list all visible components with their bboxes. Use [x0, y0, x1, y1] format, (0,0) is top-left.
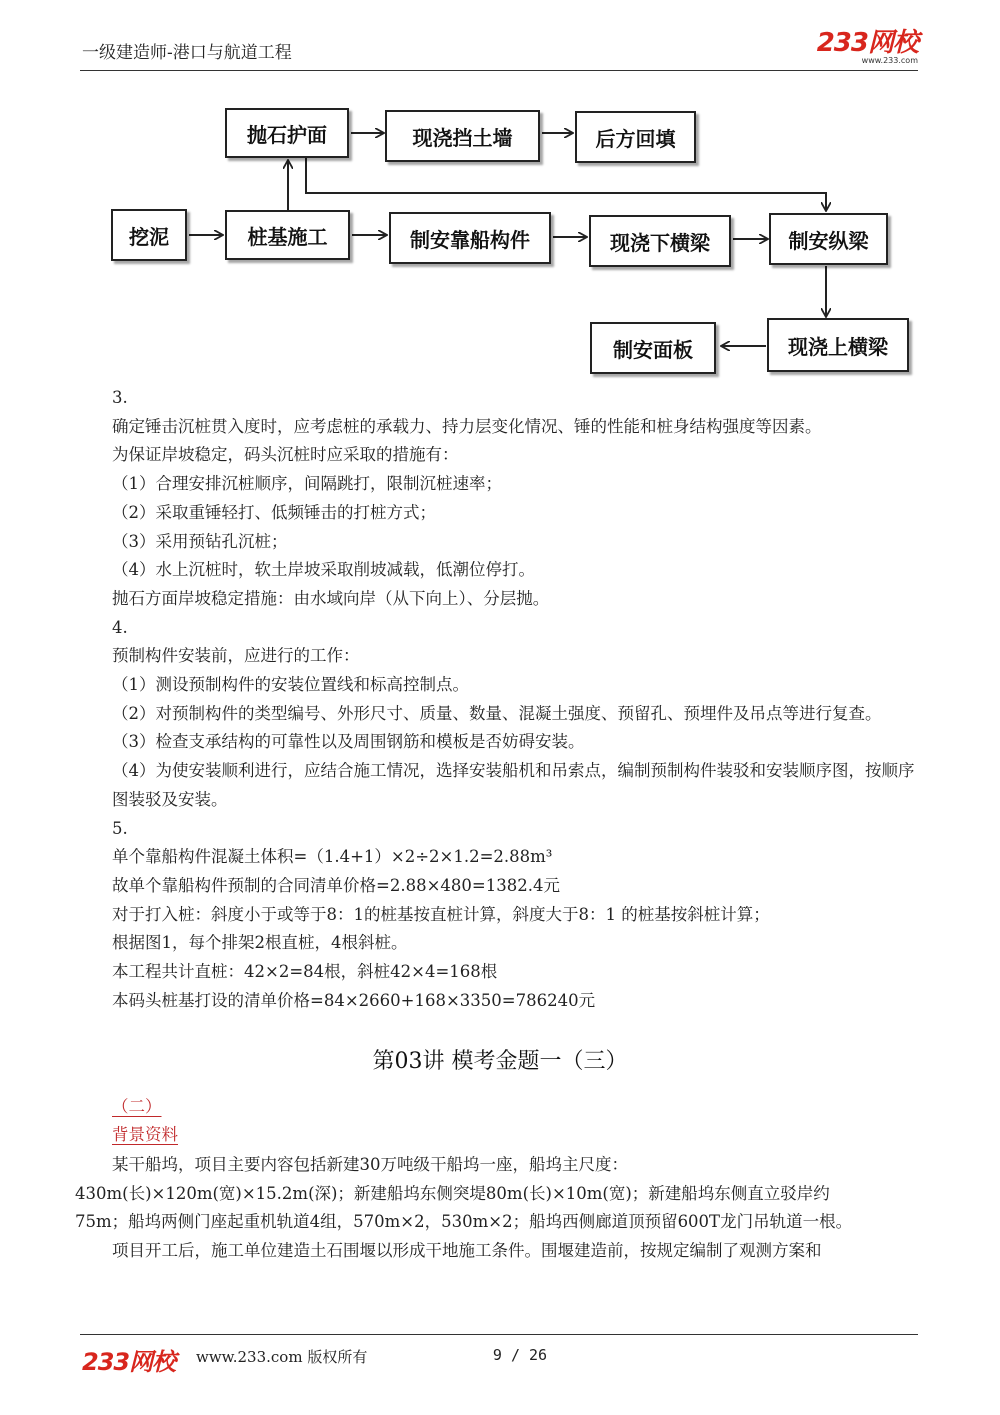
arrow-zhuangji-to-zongliang — [306, 157, 826, 210]
node-xianjiao-dangtuqiang: 现浇挡土墙 — [385, 110, 540, 162]
text-line: （1）测设预制构件的安装位置线和标高控制点。 — [112, 675, 469, 695]
node-houfang-huitian: 后方回填 — [575, 111, 696, 163]
node-zhian-mianban: 制安面板 — [590, 322, 716, 374]
node-wani: 挖泥 — [111, 209, 187, 261]
node-zhian-zongliang: 制安纵梁 — [769, 213, 888, 265]
text-line: 确定锤击沉桩贯入度时，应考虑桩的承载力、持力层变化情况、锤的性能和桩身结构强度等因素。 — [112, 416, 822, 436]
background-text — [75, 1151, 925, 1266]
text-line: 3. — [112, 388, 128, 407]
text-line: （2）采取重锤轻打、低频锤击的打桩方式； — [112, 502, 436, 522]
footer-logo: 233网校 — [82, 1348, 176, 1376]
text-line: 预制构件安装前，应进行的工作： — [112, 646, 360, 666]
header-title: 一级建造师-港口与航道工程 — [82, 43, 292, 63]
logo-text: 233网校 — [816, 28, 918, 58]
text-line: 对于打入桩：斜度小于或等于8：1的桩基按直桩计算，斜度大于8：1 的桩基按斜桩计算； — [112, 904, 770, 924]
text-line: 故单个靠船构件预制的合同清单价格=2.88×480=1382.4元 — [112, 875, 560, 895]
text-line: （3）采用预钻孔沉桩； — [112, 531, 288, 551]
text-line: （2）对预制构件的类型编号、外形尺寸、质量、数量、混凝土强度、预留孔、预埋件及吊点等进行复查。 — [112, 703, 882, 723]
text-line: 5. — [112, 818, 128, 838]
text-line: 项目开工后，施工单位建造土石围堰以形成干地施工条件。围堰建造前，按规定编制了观测方案和 — [112, 1241, 822, 1261]
text-line: 430m(长)×120m(宽)×15.2m(深)；新建船坞东侧突堤80m(长)×10m(宽)；新建船坞东侧直立驳岸约 — [75, 1183, 830, 1203]
text-line: 根据图1，每个排架2根直桩，4根斜桩。 — [112, 933, 408, 953]
text-line: 4. — [112, 617, 128, 637]
text-line: （4）水上沉桩时，软土岸坡采取削坡减载，低潮位停打。 — [112, 560, 535, 580]
node-paoshi-humian: 抛石护面 — [225, 108, 349, 158]
text-line: 75m；船坞两侧门座起重机轨道4组，570m×2，530m×2；船坞西侧廊道顶预留600T龙门吊轨道一根。 — [75, 1212, 853, 1232]
node-zhuangji-shigong: 桩基施工 — [225, 210, 350, 260]
footer-divider — [80, 1334, 918, 1335]
node-kaochuan-goujian: 制安靠船构件 — [389, 212, 551, 264]
text-line: 抛石方面岸坡稳定措施：由水域向岸（从下向上）、分层抛。 — [112, 588, 550, 608]
logo-url: www.233.com — [861, 56, 918, 65]
section-number: （二） — [112, 1097, 162, 1116]
footer-copyright: www.233.com 版权所有 — [196, 1348, 368, 1366]
text-line: 单个靠船构件混凝土体积=（1.4+1）×2÷2×1.2=2.88m³ — [112, 847, 553, 867]
text-line: 某干船坞，项目主要内容包括新建30万吨级干船坞一座，船坞主尺度： — [112, 1155, 628, 1174]
text-line: 本工程共计直桩：42×2=84根，斜桩42×4=168根 — [112, 962, 498, 982]
text-line: （1）合理安排沉桩顺序，间隔跳打，限制沉桩速率； — [112, 474, 502, 494]
section-heading: 背景资料 — [112, 1125, 178, 1144]
answer-text — [112, 384, 928, 1015]
text-line: （4）为使安装顺利进行，应结合施工情况，选择安装船机和吊索点，编制预制构件装驳和安装顺序图，按顺序图装驳及安装。 — [112, 761, 915, 809]
text-line: 为保证岸坡稳定，码头沉桩时应采取的措施有： — [112, 445, 459, 465]
section-header — [112, 1093, 178, 1149]
text-line: （3）检查支承结构的可靠性以及周围钢筋和模板是否妨碍安装。 — [112, 732, 585, 752]
node-shang-hengliang: 现浇上横梁 — [767, 318, 909, 372]
lecture-title: 第03讲 模考金题一（三） — [372, 1049, 628, 1074]
page-number: 9 / 26 — [492, 1346, 548, 1364]
text-line: 本码头桩基打设的清单价格=84×2660+168×3350=786240元 — [112, 990, 596, 1010]
node-xia-hengliang: 现浇下横梁 — [589, 215, 731, 267]
